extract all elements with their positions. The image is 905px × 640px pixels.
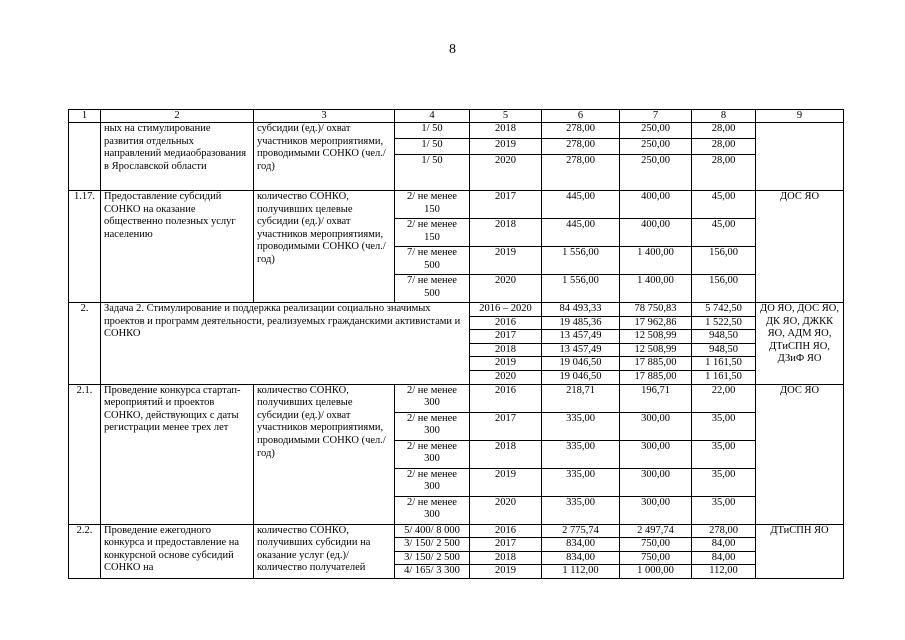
year-cell: 2020 bbox=[470, 370, 542, 384]
total-cell: 335,00 bbox=[542, 468, 620, 496]
target-cell: 1/ 50 bbox=[395, 139, 470, 155]
target-cell: 2/ не менее 300 bbox=[395, 468, 470, 496]
total-cell: 445,00 bbox=[542, 219, 620, 247]
other-cell: 84,00 bbox=[692, 538, 756, 552]
other-cell: 35,00 bbox=[692, 496, 756, 524]
page-number: 8 bbox=[449, 42, 456, 57]
program-table bbox=[68, 109, 844, 579]
total-cell: 19 046,50 bbox=[542, 370, 620, 384]
row-number-cell: 2.2. bbox=[69, 524, 101, 578]
target-cell: 4/ 165/ 3 300 bbox=[395, 565, 470, 579]
target-cell: 2/ не менее 300 bbox=[395, 440, 470, 468]
header-cell: 8 bbox=[692, 110, 756, 123]
indicator-cell: количество СОНКО, получивших целевые субсидии (ед.)/ охват участников мероприятиями, проводимыми СОНКО (чел./ год) bbox=[254, 191, 395, 303]
other-cell: 45,00 bbox=[692, 219, 756, 247]
total-cell: 2 775,74 bbox=[542, 524, 620, 538]
other-cell: 35,00 bbox=[692, 412, 756, 440]
year-cell: 2018 bbox=[470, 440, 542, 468]
other-cell: 156,00 bbox=[692, 247, 756, 275]
year-cell: 2019 bbox=[470, 565, 542, 579]
regional-cell: 17 885,00 bbox=[620, 370, 692, 384]
regional-cell: 300,00 bbox=[620, 468, 692, 496]
total-cell: 13 457,49 bbox=[542, 330, 620, 344]
year-cell: 2018 bbox=[470, 123, 542, 139]
year-cell: 2020 bbox=[470, 155, 542, 191]
regional-cell: 300,00 bbox=[620, 440, 692, 468]
table-row bbox=[69, 191, 844, 219]
measure-name-cell: Предоставление субсидий СОНКО на оказание общественно полезных услуг населению bbox=[101, 191, 254, 303]
indicator-cell: количество СОНКО, получивших целевые субсидии (ед.)/ охват участников мероприятиями, проводимыми СОНКО (чел./ год) bbox=[254, 384, 395, 524]
table-row bbox=[69, 303, 844, 317]
year-cell: 2020 bbox=[470, 496, 542, 524]
other-cell: 112,00 bbox=[692, 565, 756, 579]
regional-cell: 1 400,00 bbox=[620, 247, 692, 275]
other-cell: 28,00 bbox=[692, 139, 756, 155]
row-number-cell: 2.1. bbox=[69, 384, 101, 524]
year-cell: 2019 bbox=[470, 468, 542, 496]
regional-cell: 250,00 bbox=[620, 123, 692, 139]
regional-cell: 300,00 bbox=[620, 496, 692, 524]
indicator-cell: количество СОНКО, получивших субсидии на оказание услуг (ед.)/ количество получателей bbox=[254, 524, 395, 578]
table-row bbox=[69, 123, 844, 139]
other-cell: 278,00 bbox=[692, 524, 756, 538]
total-cell: 445,00 bbox=[542, 191, 620, 219]
other-cell: 5 742,50 bbox=[692, 303, 756, 317]
total-cell: 834,00 bbox=[542, 538, 620, 552]
total-cell: 335,00 bbox=[542, 440, 620, 468]
target-cell: 2/ не менее 300 bbox=[395, 384, 470, 412]
executor-cell bbox=[756, 123, 844, 191]
year-cell: 2018 bbox=[470, 551, 542, 565]
total-cell: 335,00 bbox=[542, 412, 620, 440]
other-cell: 28,00 bbox=[692, 155, 756, 191]
other-cell: 948,50 bbox=[692, 330, 756, 344]
row-number-cell bbox=[69, 123, 101, 191]
total-cell: 278,00 bbox=[542, 155, 620, 191]
header-cell: 5 bbox=[470, 110, 542, 123]
target-cell: 7/ не менее 500 bbox=[395, 247, 470, 275]
total-cell: 834,00 bbox=[542, 551, 620, 565]
other-cell: 45,00 bbox=[692, 191, 756, 219]
regional-cell: 12 508,99 bbox=[620, 343, 692, 357]
year-cell: 2016 bbox=[470, 384, 542, 412]
year-cell: 2019 bbox=[470, 247, 542, 275]
year-cell: 2017 bbox=[470, 412, 542, 440]
target-cell: 1/ 50 bbox=[395, 155, 470, 191]
header-cell: 9 bbox=[756, 110, 844, 123]
target-cell: 2/ не менее 150 bbox=[395, 191, 470, 219]
total-cell: 19 485,36 bbox=[542, 316, 620, 330]
executor-cell: ДОС ЯО bbox=[756, 191, 844, 303]
regional-cell: 17 885,00 bbox=[620, 357, 692, 371]
other-cell: 28,00 bbox=[692, 123, 756, 139]
header-cell: 4 bbox=[395, 110, 470, 123]
total-cell: 19 046,50 bbox=[542, 357, 620, 371]
target-cell: 5/ 400/ 8 000 bbox=[395, 524, 470, 538]
total-cell: 13 457,49 bbox=[542, 343, 620, 357]
regional-cell: 750,00 bbox=[620, 551, 692, 565]
other-cell: 35,00 bbox=[692, 468, 756, 496]
target-cell: 2/ не менее 300 bbox=[395, 412, 470, 440]
regional-cell: 17 962,86 bbox=[620, 316, 692, 330]
year-cell: 2020 bbox=[470, 275, 542, 303]
regional-cell: 250,00 bbox=[620, 139, 692, 155]
measure-name-cell: ных на стимулирование развития отдельных направлений медиаобразования в Ярославской области bbox=[101, 123, 254, 191]
total-cell: 335,00 bbox=[542, 496, 620, 524]
table-row bbox=[69, 524, 844, 538]
other-cell: 948,50 bbox=[692, 343, 756, 357]
regional-cell: 2 497,74 bbox=[620, 524, 692, 538]
table-header-row bbox=[69, 110, 844, 123]
regional-cell: 400,00 bbox=[620, 191, 692, 219]
year-cell: 2017 bbox=[470, 330, 542, 344]
indicator-cell: субсидии (ед.)/ охват участников мероприятиями, проводимыми СОНКО (чел./ год) bbox=[254, 123, 395, 191]
regional-cell: 250,00 bbox=[620, 155, 692, 191]
header-cell: 7 bbox=[620, 110, 692, 123]
other-cell: 1 161,50 bbox=[692, 357, 756, 371]
year-cell: 2017 bbox=[470, 191, 542, 219]
target-cell: 2/ не менее 150 bbox=[395, 219, 470, 247]
year-cell: 2018 bbox=[470, 343, 542, 357]
header-cell: 2 bbox=[101, 110, 254, 123]
target-cell: 3/ 150/ 2 500 bbox=[395, 538, 470, 552]
regional-cell: 196,71 bbox=[620, 384, 692, 412]
total-cell: 278,00 bbox=[542, 123, 620, 139]
measure-name-cell: Проведение ежегодного конкурса и предоставление на конкурсной основе субсидий СОНКО на bbox=[101, 524, 254, 578]
header-cell: 3 bbox=[254, 110, 395, 123]
total-cell: 278,00 bbox=[542, 139, 620, 155]
executor-cell: ДОС ЯО bbox=[756, 384, 844, 524]
table-row bbox=[69, 384, 844, 412]
header-cell: 1 bbox=[69, 110, 101, 123]
year-cell: 2016 – 2020 bbox=[470, 303, 542, 317]
year-cell: 2016 bbox=[470, 316, 542, 330]
regional-cell: 78 750,83 bbox=[620, 303, 692, 317]
year-cell: 2018 bbox=[470, 219, 542, 247]
total-cell: 1 556,00 bbox=[542, 275, 620, 303]
other-cell: 1 161,50 bbox=[692, 370, 756, 384]
regional-cell: 400,00 bbox=[620, 219, 692, 247]
regional-cell: 1 000,00 bbox=[620, 565, 692, 579]
header-cell: 6 bbox=[542, 110, 620, 123]
year-cell: 2016 bbox=[470, 524, 542, 538]
row-number-cell: 2. bbox=[69, 303, 101, 385]
target-cell: 7/ не менее 500 bbox=[395, 275, 470, 303]
regional-cell: 12 508,99 bbox=[620, 330, 692, 344]
regional-cell: 750,00 bbox=[620, 538, 692, 552]
regional-cell: 300,00 bbox=[620, 412, 692, 440]
other-cell: 35,00 bbox=[692, 440, 756, 468]
row-number-cell: 1.17. bbox=[69, 191, 101, 303]
other-cell: 156,00 bbox=[692, 275, 756, 303]
target-cell: 2/ не менее 300 bbox=[395, 496, 470, 524]
total-cell: 84 493,33 bbox=[542, 303, 620, 317]
other-cell: 84,00 bbox=[692, 551, 756, 565]
other-cell: 1 522,50 bbox=[692, 316, 756, 330]
target-cell: 3/ 150/ 2 500 bbox=[395, 551, 470, 565]
target-cell: 1/ 50 bbox=[395, 123, 470, 139]
other-cell: 22,00 bbox=[692, 384, 756, 412]
total-cell: 1 556,00 bbox=[542, 247, 620, 275]
year-cell: 2017 bbox=[470, 538, 542, 552]
total-cell: 218,71 bbox=[542, 384, 620, 412]
measure-name-cell: Проведение конкурса стартап-мероприятий и проектов СОНКО, действующих с даты регистрации менее трех лет bbox=[101, 384, 254, 524]
year-cell: 2019 bbox=[470, 139, 542, 155]
executor-cell: ДТиСПН ЯО bbox=[756, 524, 844, 578]
year-cell: 2019 bbox=[470, 357, 542, 371]
task-name-cell: Задача 2. Стимулирование и поддержка реализации социально значимых проектов и программ деятельности, реализуемых гражданскими активистами и СОНКО bbox=[101, 303, 470, 385]
regional-cell: 1 400,00 bbox=[620, 275, 692, 303]
executor-cell: ДО ЯО, ДОС ЯО, ДК ЯО, ДЖКК ЯО, АДМ ЯО, ДТиСПН ЯО, ДЗиФ ЯО bbox=[756, 303, 844, 385]
total-cell: 1 112,00 bbox=[542, 565, 620, 579]
